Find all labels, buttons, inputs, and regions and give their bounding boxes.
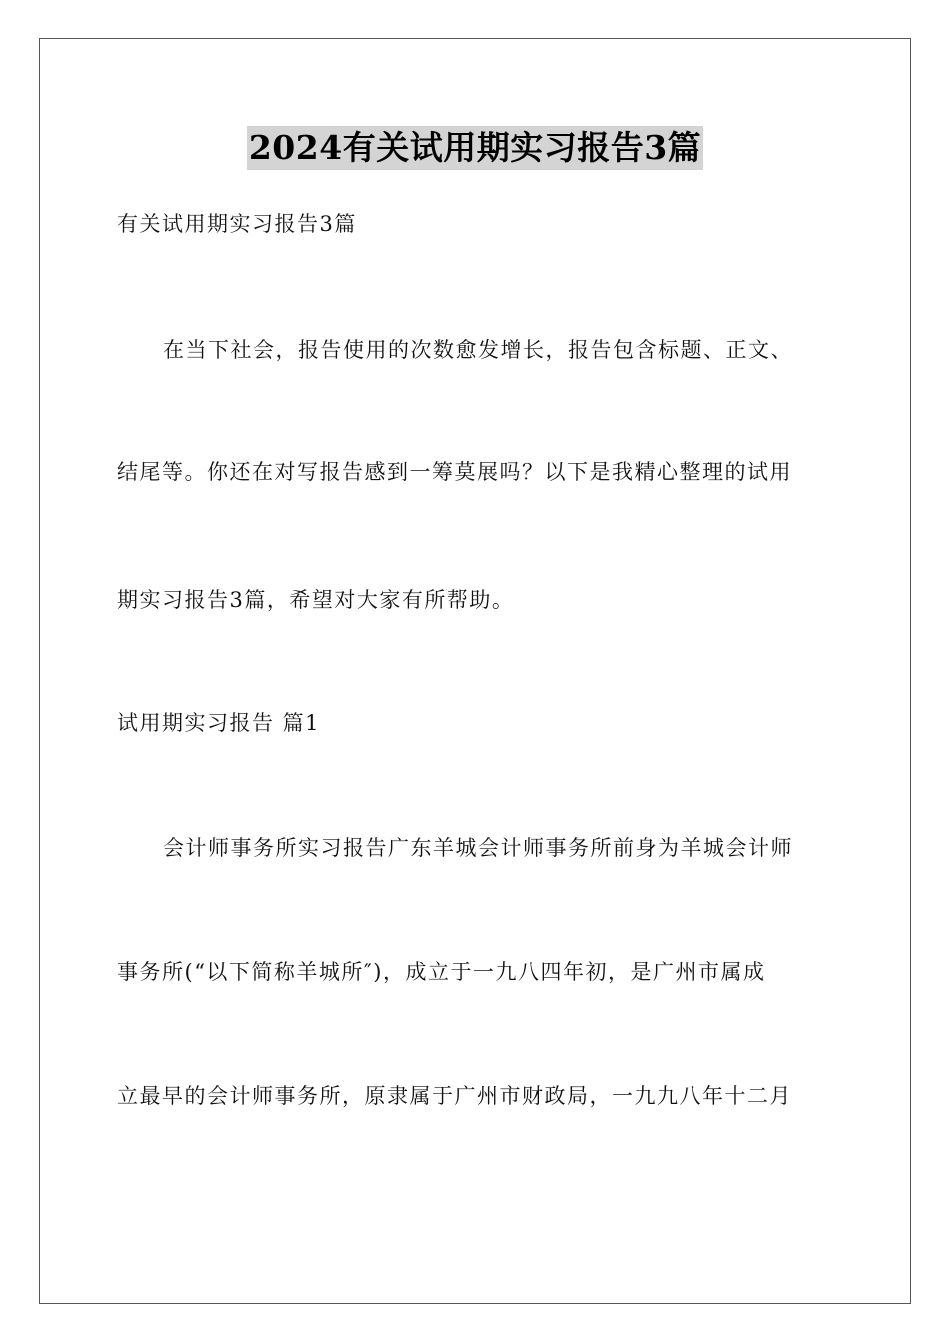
body-line-1: 会计师事务所实习报告广东羊城会计师事务所前身为羊城会计师 <box>163 836 793 860</box>
title-container <box>0 126 950 170</box>
body-line-3: 立最早的会计师事务所，原隶属于广州市财政局，一九九八年十二月 <box>117 1084 792 1108</box>
intro-line-1: 在当下社会，报告使用的次数愈发增长，报告包含标题、正文、 <box>163 338 793 362</box>
document-title: 2024有关试用期实习报告3篇 <box>247 126 703 170</box>
section-heading: 试用期实习报告 篇1 <box>117 711 321 735</box>
intro-line-3: 期实习报告3篇，希望对大家有所帮助。 <box>117 588 515 612</box>
intro-line-2: 结尾等。你还在对写报告感到一筹莫展吗？以下是我精心整理的试用 <box>117 460 792 484</box>
body-line-2: 事务所(“以下简称羊城所″)，成立于一九八四年初，是广州市属成 <box>117 960 766 984</box>
document-subtitle: 有关试用期实习报告3篇 <box>117 212 357 236</box>
